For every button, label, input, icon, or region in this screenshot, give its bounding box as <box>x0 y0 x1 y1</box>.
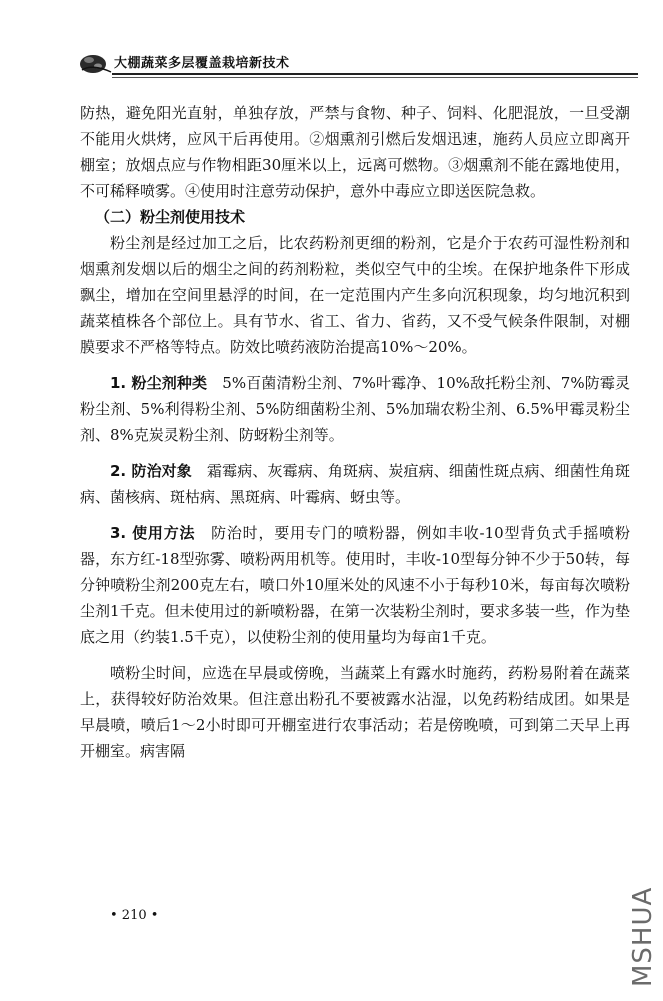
item-usage <box>80 520 630 650</box>
page-body <box>80 100 630 764</box>
item-usage-text: 防治时，要用专门的喷粉器，例如丰收-10型背负式手摇喷粉器，东方红-18型弥雾、喷粉两用机等。使用时，丰收-10型每分钟不少于50转，每分钟喷粉尘剂200克左右，喷口外10厘米处的风速不小于每秒10米，每亩每次喷粉尘剂1千克。但未使用过的新喷粉器，在第一次装粉尘剂时，要求多装一些，作为垫底之用（约装1.5千克），以使粉尘剂的使用量均为每亩1千克。 <box>80 524 630 646</box>
leaf-ornament-icon <box>78 50 112 76</box>
watermark <box>616 875 663 985</box>
running-header-title: 大棚蔬菜多层覆盖栽培新技术 <box>114 56 290 71</box>
paragraph-timing: 喷粉尘时间，应选在早晨或傍晚，当蔬菜上有露水时施药，药粉易附着在蔬菜上，获得较好防治效果。但注意出粉孔不要被露水沾湿，以免药粉结成团。如果是早晨喷，喷后1～2小时即可开棚室进行农事活动；若是傍晚喷，可到第二天早上再开棚室。病害隔 <box>80 664 630 760</box>
item-dust-types-text: 5%百菌清粉尘剂、7%叶霉净、10%敌托粉尘剂、7%防霉灵粉尘剂、5%利得粉尘剂、5%防细菌粉尘剂、5%加瑞农粉尘剂、6.5%甲霉灵粉尘剂、8%克炭灵粉尘剂、防蚜粉尘剂等。 <box>80 374 630 444</box>
page-number: • 210 • <box>110 908 159 923</box>
item-dust-types <box>80 370 630 448</box>
paragraph-continued: 防热，避免阳光直射，单独存放，严禁与食物、种子、饲料、化肥混放，一旦受潮不能用火烘烤，应风干后再使用。②烟熏剂引燃后发烟迅速，施药人员应立即离开棚室；放烟点应与作物相距30厘米以上，远离可燃物。③烟熏剂不能在露地使用，不可稀释喷雾。④使用时注意劳动保护，意外中毒应立即送医院急救。 <box>80 104 630 200</box>
watermark-text: MSHUA <box>628 886 658 987</box>
item-targets <box>80 458 630 510</box>
item-targets-heading: 2. 防治对象 <box>110 462 192 480</box>
header-rule-thin <box>112 77 638 78</box>
header-rule <box>112 73 638 75</box>
item-dust-types-heading: 1. 粉尘剂种类 <box>110 374 208 392</box>
item-targets-text: 霜霉病、灰霉病、角斑病、炭疽病、细菌性斑点病、细菌性角斑病、菌核病、斑枯病、黑斑病、叶霉病、蚜虫等。 <box>80 462 630 506</box>
running-header <box>78 48 638 78</box>
item-usage-heading: 3. 使用方法 <box>110 524 196 542</box>
section-heading: （二）粉尘剂使用技术 <box>95 208 246 226</box>
paragraph-intro: 粉尘剂是经过加工之后，比农药粉剂更细的粉剂，它是介于农药可湿性粉剂和烟熏剂发烟以后的烟尘之间的药剂粉粒，类似空气中的尘埃。在保护地条件下形成飘尘，增加在空间里悬浮的时间，在一定范围内产生多向沉积现象，均匀地沉积到蔬菜植株各个部位上。具有节水、省工、省力、省药，又不受气候条件限制，对棚膜要求不严格等特点。防效比喷药液防治提高10%～20%。 <box>80 234 630 356</box>
